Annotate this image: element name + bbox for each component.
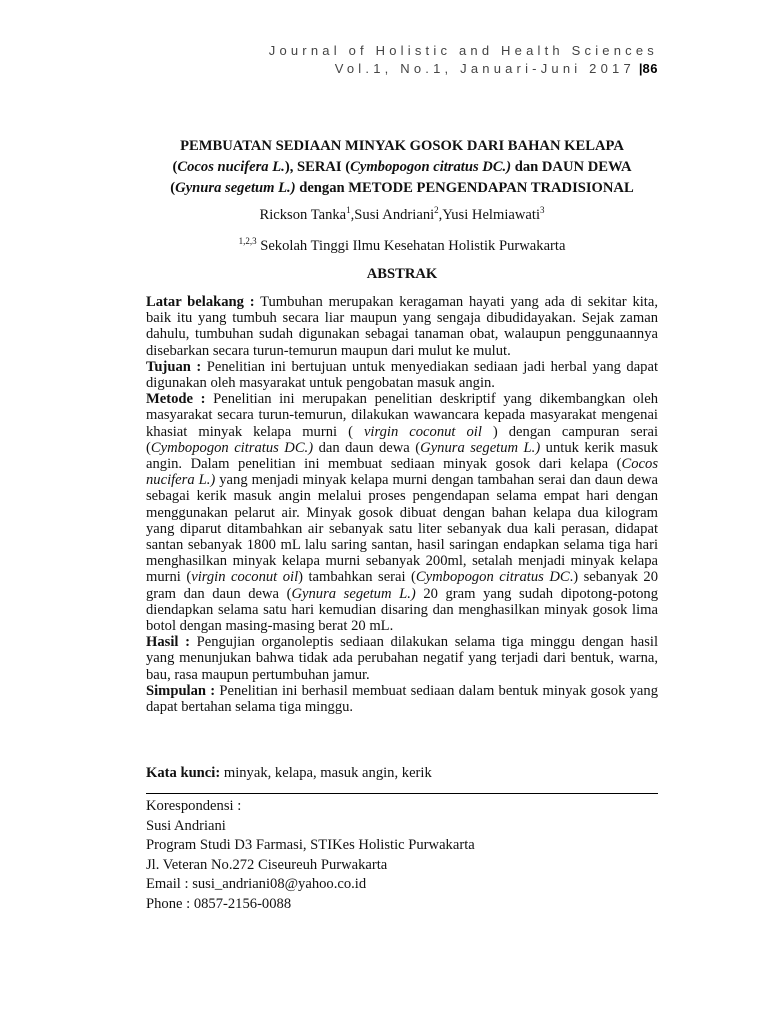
author-name: ,Yusi Helmiawati bbox=[438, 206, 541, 223]
section-text: ) tambahkan serai ( bbox=[298, 569, 416, 586]
abstract-method bbox=[146, 391, 658, 634]
author-affil-marker: 2 bbox=[434, 205, 439, 215]
section-text: .) sebanyak 20 gram dan daun dewa ( bbox=[146, 569, 658, 602]
abstract-objective bbox=[146, 359, 658, 391]
section-label: Tujuan : bbox=[146, 358, 202, 375]
title-text: dengan METODE PENGENDAPAN TRADISIONAL bbox=[295, 180, 634, 196]
correspondence-name: Susi Andriani bbox=[146, 817, 226, 834]
volume-info: Vol.1, No.1, Januari-Juni 2017 bbox=[334, 61, 635, 76]
title-text: ), SERAI ( bbox=[284, 159, 351, 175]
abstract-background bbox=[146, 294, 658, 359]
correspondence-block bbox=[146, 797, 658, 915]
keywords bbox=[146, 765, 658, 782]
italic-term: Cymbopogon citratus DC bbox=[415, 569, 570, 586]
keywords-text: minyak, kelapa, masuk angin, kerik bbox=[220, 765, 432, 781]
header-separator: | bbox=[638, 61, 643, 76]
abstract-conclusion bbox=[146, 683, 658, 715]
section-label: Simpulan : bbox=[146, 682, 216, 699]
author-affil-marker: 1 bbox=[346, 205, 351, 215]
volume-line bbox=[269, 60, 658, 78]
title-line-2 bbox=[146, 157, 658, 178]
title-text: ( bbox=[172, 159, 178, 175]
italic-term: Gynura segetum L.) bbox=[291, 585, 416, 602]
keywords-label: Kata kunci: bbox=[146, 765, 221, 781]
section-text: Penelitian ini berhasil membuat sediaan dalam bentuk minyak gosok yang dapat bertahan selama tiga minggu. bbox=[146, 682, 658, 716]
abstract-body bbox=[146, 294, 658, 715]
author-list bbox=[146, 205, 658, 224]
section-text: Penelitian ini merupakan penelitian deskriptif yang dikembangkan oleh masyarakat secara turun-temurun, dilakukan wawancara kepada masyarakat mengenai khasiat minyak kelapa murni ( bbox=[146, 391, 659, 440]
title-species: Cymbopogon citratus DC.) bbox=[350, 159, 512, 175]
title-species: Cocos nucifera L. bbox=[177, 159, 285, 175]
italic-term: virgin coconut oil bbox=[191, 569, 299, 586]
section-text: ) dengan campuran serai ( bbox=[146, 423, 659, 456]
abstract-heading: ABSTRAK bbox=[366, 266, 438, 282]
author-name: Rickson Tanka bbox=[259, 206, 347, 223]
affiliation-marker: 1,2,3 bbox=[238, 236, 257, 246]
section-text: Tumbuhan merupakan keragaman hayati yang ada di sekitar kita, baik itu yang tumbuh secara liar maupun yang sengaja dibudidayakan. Sejak zaman dahulu, tumbuhan sudah digunakan sebagai tanaman obat, walaupun penggunaannya disebarkan secara turun-temurun maupun dari mulut ke mulut. bbox=[146, 294, 658, 359]
correspondence-label: Korespondensi : bbox=[146, 798, 242, 814]
title-line-1: PEMBUATAN SEDIAAN MINYAK GOSOK DARI BAHAN KELAPA bbox=[180, 138, 624, 154]
affiliation-text: Sekolah Tinggi Ilmu Kesehatan Holistik Purwakarta bbox=[256, 237, 566, 254]
title-text: dan DAUN DEWA bbox=[511, 159, 632, 175]
section-label: Hasil : bbox=[146, 634, 190, 651]
section-text: untuk kerik masuk angin. Dalam penelitian ini membuat sediaan minyak gosok dari kelapa ( bbox=[146, 439, 658, 473]
italic-term: Cocos nucifera L.) bbox=[146, 456, 658, 489]
footnote-divider bbox=[146, 793, 658, 794]
page-number: 86 bbox=[642, 61, 658, 76]
title-text: ( bbox=[170, 180, 176, 196]
section-text: Pengujian organoleptis sediaan dilakukan selama tiga minggu dengan hasil yang menunjukan bahwa tidak ada perubahan negatif yang terjadi dari bentuk, warna, bau, rasa maupun pertumbuhan jamur. bbox=[146, 634, 659, 683]
abstract-results bbox=[146, 634, 658, 683]
section-text: Penelitian ini bertujuan untuk menyediakan sediaan jadi herbal yang dapat digunakan oleh masyarakat untuk pengobatan masuk angin. bbox=[146, 358, 658, 392]
correspondence-email: Email : susi_andriani08@yahoo.co.id bbox=[146, 876, 367, 893]
author-name: ,Susi Andriani bbox=[350, 206, 435, 223]
italic-term: Cymbopogon citratus DC.) bbox=[150, 439, 314, 456]
italic-term: virgin coconut oil bbox=[363, 423, 482, 440]
section-text: 20 gram yang sudah dipotong-potong diendapkan selama satu hari kemudian disaring dan menghasilkan minyak gosok lima botol dengan masing-masing berat 20 mL. bbox=[146, 585, 658, 635]
section-label: Latar belakang : bbox=[146, 294, 255, 310]
paper-title bbox=[146, 136, 658, 199]
correspondence-program: Program Studi D3 Farmasi, STIKes Holistic Purwakarta bbox=[146, 837, 475, 854]
correspondence-address: Jl. Veteran No.272 Ciseureuh Purwakarta bbox=[146, 856, 388, 873]
title-line-3 bbox=[146, 178, 658, 199]
correspondence-phone: Phone : 0857-2156-0088 bbox=[146, 895, 292, 912]
section-label: Metode : bbox=[146, 391, 206, 408]
author-affil-marker: 3 bbox=[540, 205, 545, 215]
title-species: Gynura segetum L.) bbox=[175, 180, 296, 196]
section-text: dan daun dewa ( bbox=[313, 439, 421, 456]
journal-name: Journal of Holistic and Health Sciences bbox=[268, 43, 658, 58]
section-text: yang menjadi minyak kelapa murni dengan tambahan serai dan daun dewa sebagai kerik masuk angin melalui proses pengendapan selama empat hari dengan menggunakan pelarut air. Minyak gosok dibuat dengan bahan kelapa dua kilogram yang diparut ditambahkan air sebanyak satu liter sebanyak dua kali perasan, didapat santan sebanyak 1800 mL lalu saring santan, hasil saringan endapkan selama tiga hari menghasilkan minyak kelapa murni sebanyak 200ml, setalah menjadi minyak kelapa murni ( bbox=[146, 472, 658, 586]
italic-term: Gynura segetum L.) bbox=[420, 439, 541, 456]
affiliation bbox=[146, 236, 658, 255]
running-header bbox=[269, 42, 658, 78]
